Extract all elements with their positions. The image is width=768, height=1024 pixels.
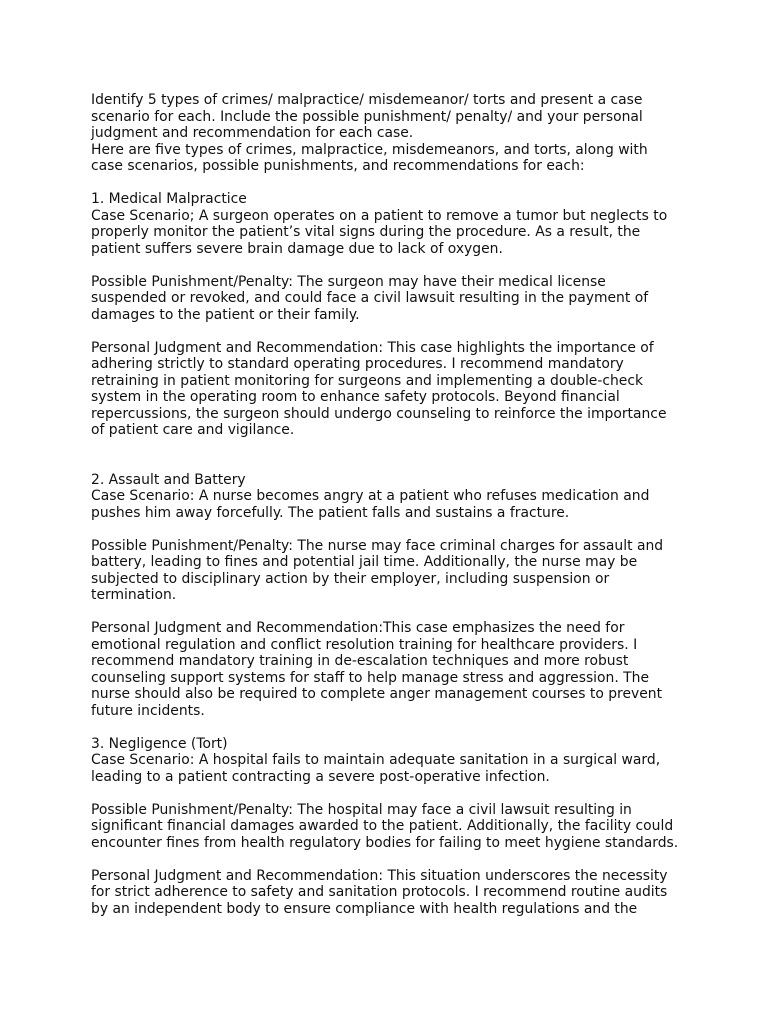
- text-line: 2. Assault and Battery: [91, 471, 246, 488]
- blank-line: [91, 439, 691, 456]
- text-line: damages to the patient or their family.: [91, 306, 360, 323]
- text-line: Possible Punishment/Penalty: The surgeon may have their medical license: [91, 273, 606, 290]
- text-line: battery, leading to fines and potential jail time. Additionally, the nurse may be: [91, 554, 638, 570]
- text-line: recommend mandatory training in de-escalation techniques and more robust: [91, 653, 629, 669]
- text-line: of patient care and vigilance.: [91, 422, 295, 438]
- text-line: Personal Judgment and Recommendation: This case highlights the importance of: [91, 339, 654, 356]
- blank-line: [91, 851, 691, 868]
- text-line: emotional regulation and conflict resolution training for healthcare providers. I: [91, 636, 638, 653]
- blank-line: [91, 785, 691, 802]
- text-line: Here are five types of crimes, malpractice, misdemeanors, and torts, along with: [91, 141, 648, 158]
- text-line: Case Scenario: A hospital fails to maintain adequate sanitation in a surgical ward,: [91, 752, 661, 768]
- text-line: Possible Punishment/Penalty: The nurse may face criminal charges for assault and: [91, 537, 664, 554]
- text-line: adhering strictly to standard operating procedures. I recommend mandatory: [91, 356, 624, 372]
- text-line: termination.: [91, 587, 177, 603]
- text-line: pushes him away forcefully. The patient falls and sustains a fracture.: [91, 504, 570, 521]
- blank-line: [91, 455, 691, 472]
- text-line: by an independent body to ensure compliance with health regulations and the: [91, 900, 638, 917]
- text-line: significant financial damages awarded to the patient. Additionally, the facility could: [91, 818, 674, 834]
- text-line: judgment and recommendation for each case.: [91, 125, 414, 141]
- text-line: Personal Judgment and Recommendation: This situation underscores the necessity: [91, 867, 668, 884]
- text-line: Possible Punishment/Penalty: The hospital may face a civil lawsuit resulting in: [91, 801, 632, 818]
- blank-line: [91, 521, 691, 538]
- blank-line: [91, 257, 691, 274]
- text-line: 1. Medical Malpractice: [91, 191, 247, 207]
- text-line: scenario for each. Include the possible punishment/ penalty/ and your personal: [91, 108, 643, 125]
- blank-line: [91, 323, 691, 340]
- blank-line: [91, 719, 691, 736]
- text-line: 3. Negligence (Tort): [91, 735, 228, 752]
- text-line: leading to a patient contracting a severe post-operative infection.: [91, 768, 550, 785]
- text-line: encounter fines from health regulatory bodies for failing to meet hygiene standards.: [91, 834, 679, 851]
- text-line: counseling support systems for staff to help manage stress and aggression. The: [91, 669, 650, 686]
- text-line: for strict adherence to safety and sanitation protocols. I recommend routine audits: [91, 884, 668, 900]
- text-line: case scenarios, possible punishments, and recommendations for each:: [91, 158, 585, 174]
- text-line: Case Scenario; A surgeon operates on a patient to remove a tumor but neglects to: [91, 207, 668, 224]
- text-line: retraining in patient monitoring for surgeons and implementing a double-check: [91, 372, 644, 389]
- blank-line: [91, 604, 691, 621]
- text-line: repercussions, the surgeon should undergo counseling to reinforce the importance: [91, 405, 667, 422]
- text-line: patient suffers severe brain damage due to lack of oxygen.: [91, 240, 503, 257]
- blank-line: [91, 175, 691, 192]
- text-line: future incidents.: [91, 702, 205, 719]
- text-line: suspended or revoked, and could face a civil lawsuit resulting in the payment of: [91, 290, 649, 306]
- text-line: nurse should also be required to complete anger management courses to prevent: [91, 686, 663, 702]
- text-line: subjected to disciplinary action by their employer, including suspension or: [91, 570, 610, 587]
- document-body: [91, 92, 691, 917]
- text-line: Identify 5 types of crimes/ malpractice/ misdemeanor/ torts and present a case: [91, 92, 643, 108]
- text-line: Case Scenario: A nurse becomes angry at a patient who refuses medication and: [91, 488, 650, 504]
- text-line: Personal Judgment and Recommendation:This case emphasizes the need for: [91, 620, 625, 636]
- text-line: system in the operating room to enhance safety protocols. Beyond financial: [91, 389, 620, 405]
- text-line: properly monitor the patient’s vital signs during the procedure. As a result, the: [91, 224, 641, 240]
